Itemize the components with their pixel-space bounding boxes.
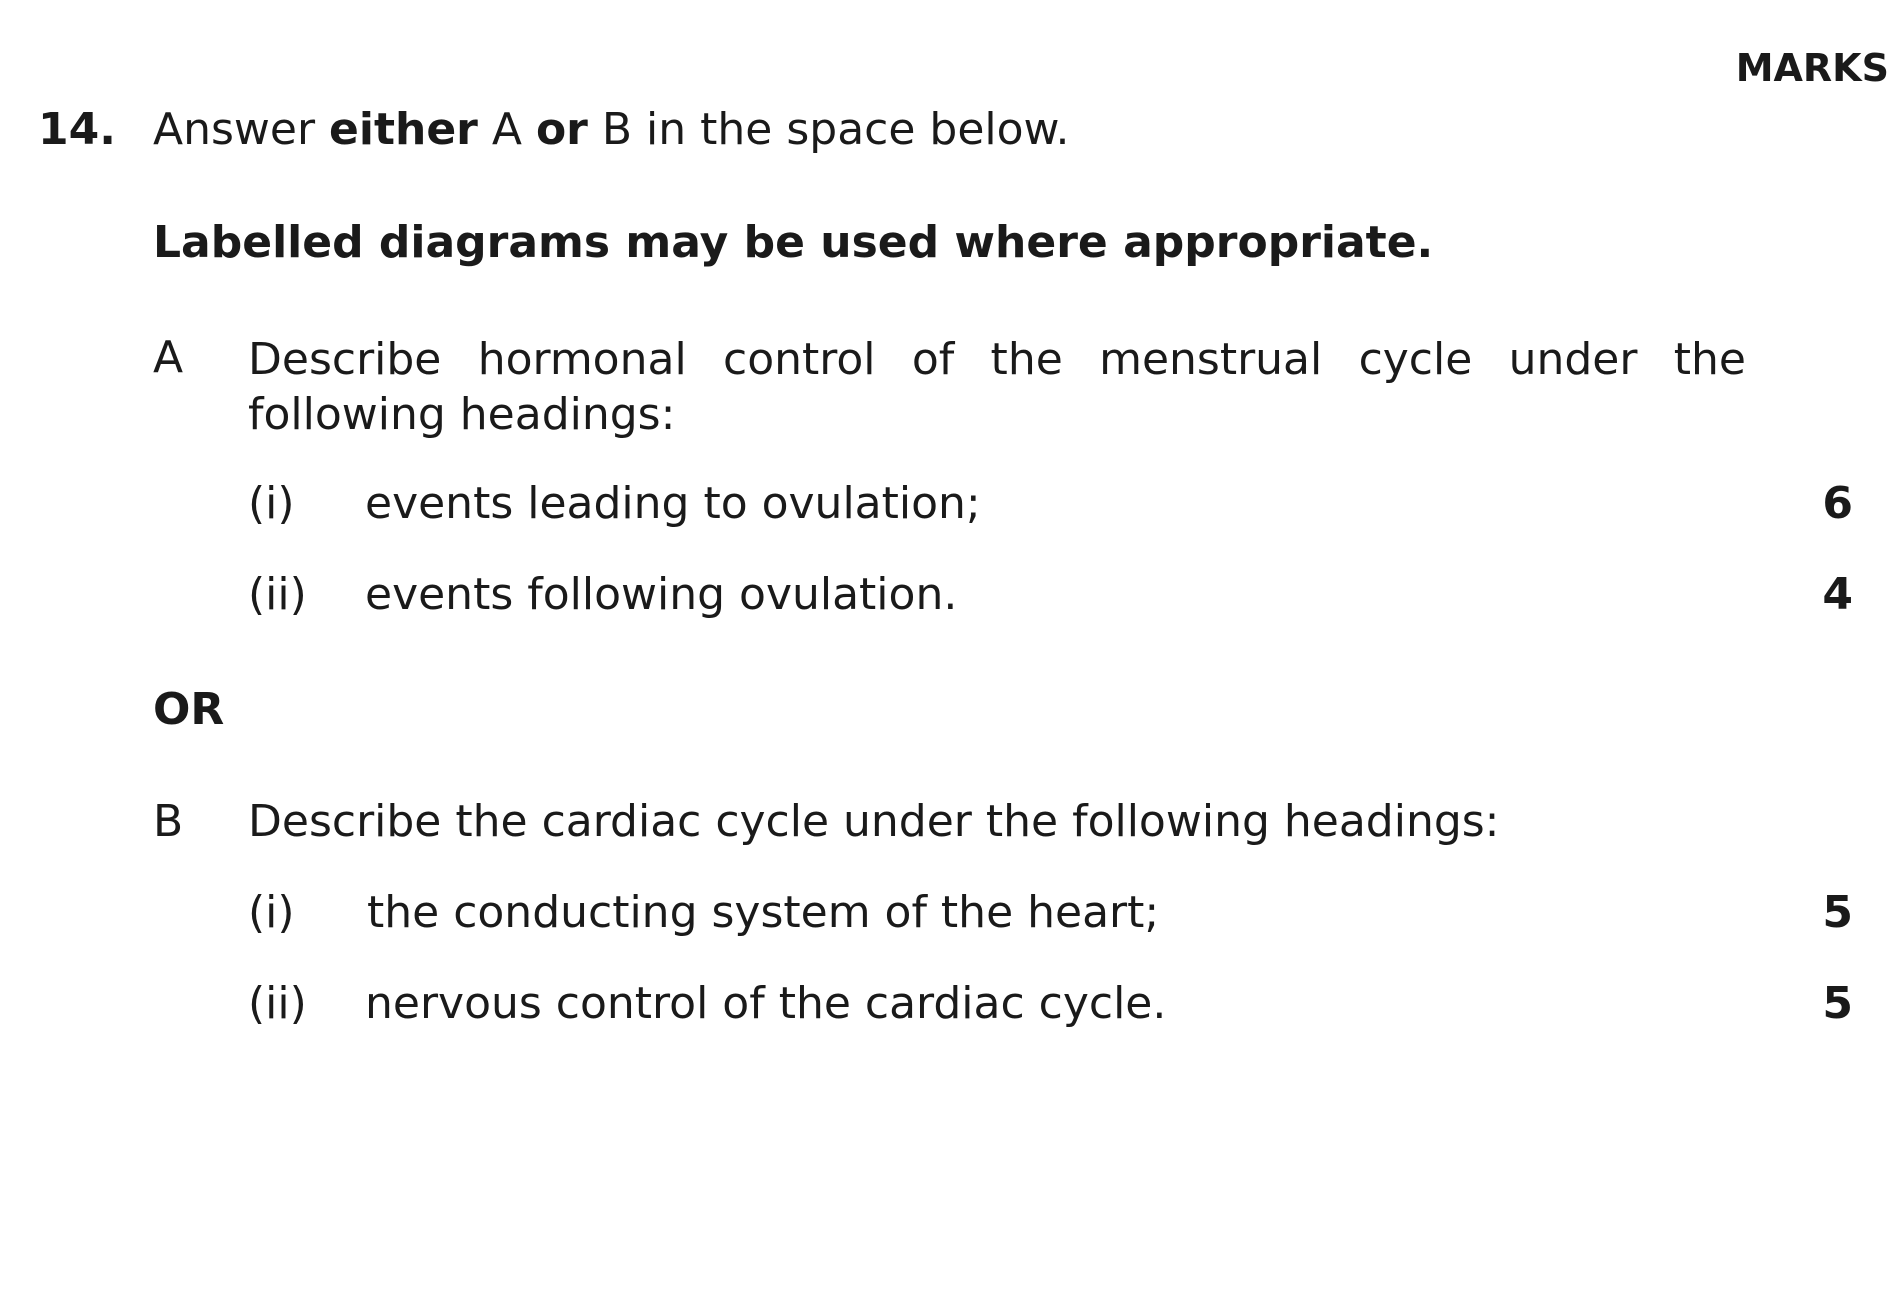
diagram-note: Labelled diagrams may be used where appropriate. bbox=[153, 217, 1434, 268]
option-b-part-i-marks: 5 bbox=[1822, 887, 1853, 938]
instruction-part: Answer bbox=[153, 104, 330, 155]
instruction-part: B in the space below. bbox=[587, 104, 1070, 155]
question-number: 14. bbox=[38, 104, 116, 155]
instruction-or: or bbox=[535, 104, 588, 155]
marks-column-header: MARKS bbox=[1735, 46, 1889, 90]
option-a-part-ii-text: events following ovulation. bbox=[365, 569, 958, 620]
option-a-part-ii-numeral: (ii) bbox=[248, 569, 307, 620]
option-b-part-ii-text: nervous control of the cardiac cycle. bbox=[365, 978, 1167, 1029]
option-a-part-i-numeral: (i) bbox=[248, 478, 295, 529]
option-a-label: A bbox=[153, 332, 184, 383]
option-a-part-i-marks: 6 bbox=[1822, 478, 1853, 529]
option-b-part-ii-marks: 5 bbox=[1822, 978, 1853, 1029]
option-b-text: Describe the cardiac cycle under the following headings: bbox=[248, 796, 1500, 847]
instruction-part: A bbox=[477, 104, 536, 155]
or-divider-text: OR bbox=[153, 684, 225, 735]
option-a-part-ii-marks: 4 bbox=[1822, 569, 1853, 620]
option-a-part-i-text: events leading to ovulation; bbox=[365, 478, 981, 529]
question-instruction bbox=[153, 104, 1069, 155]
option-b-part-i-numeral: (i) bbox=[248, 887, 295, 938]
option-b-part-ii-numeral: (ii) bbox=[248, 978, 307, 1029]
option-a-text: Describe hormonal control of the menstrual cycle under the following headings: bbox=[248, 334, 1746, 440]
option-b-part-i-text: the conducting system of the heart; bbox=[367, 887, 1160, 938]
instruction-either: either bbox=[329, 104, 478, 155]
option-b-label: B bbox=[153, 796, 184, 847]
